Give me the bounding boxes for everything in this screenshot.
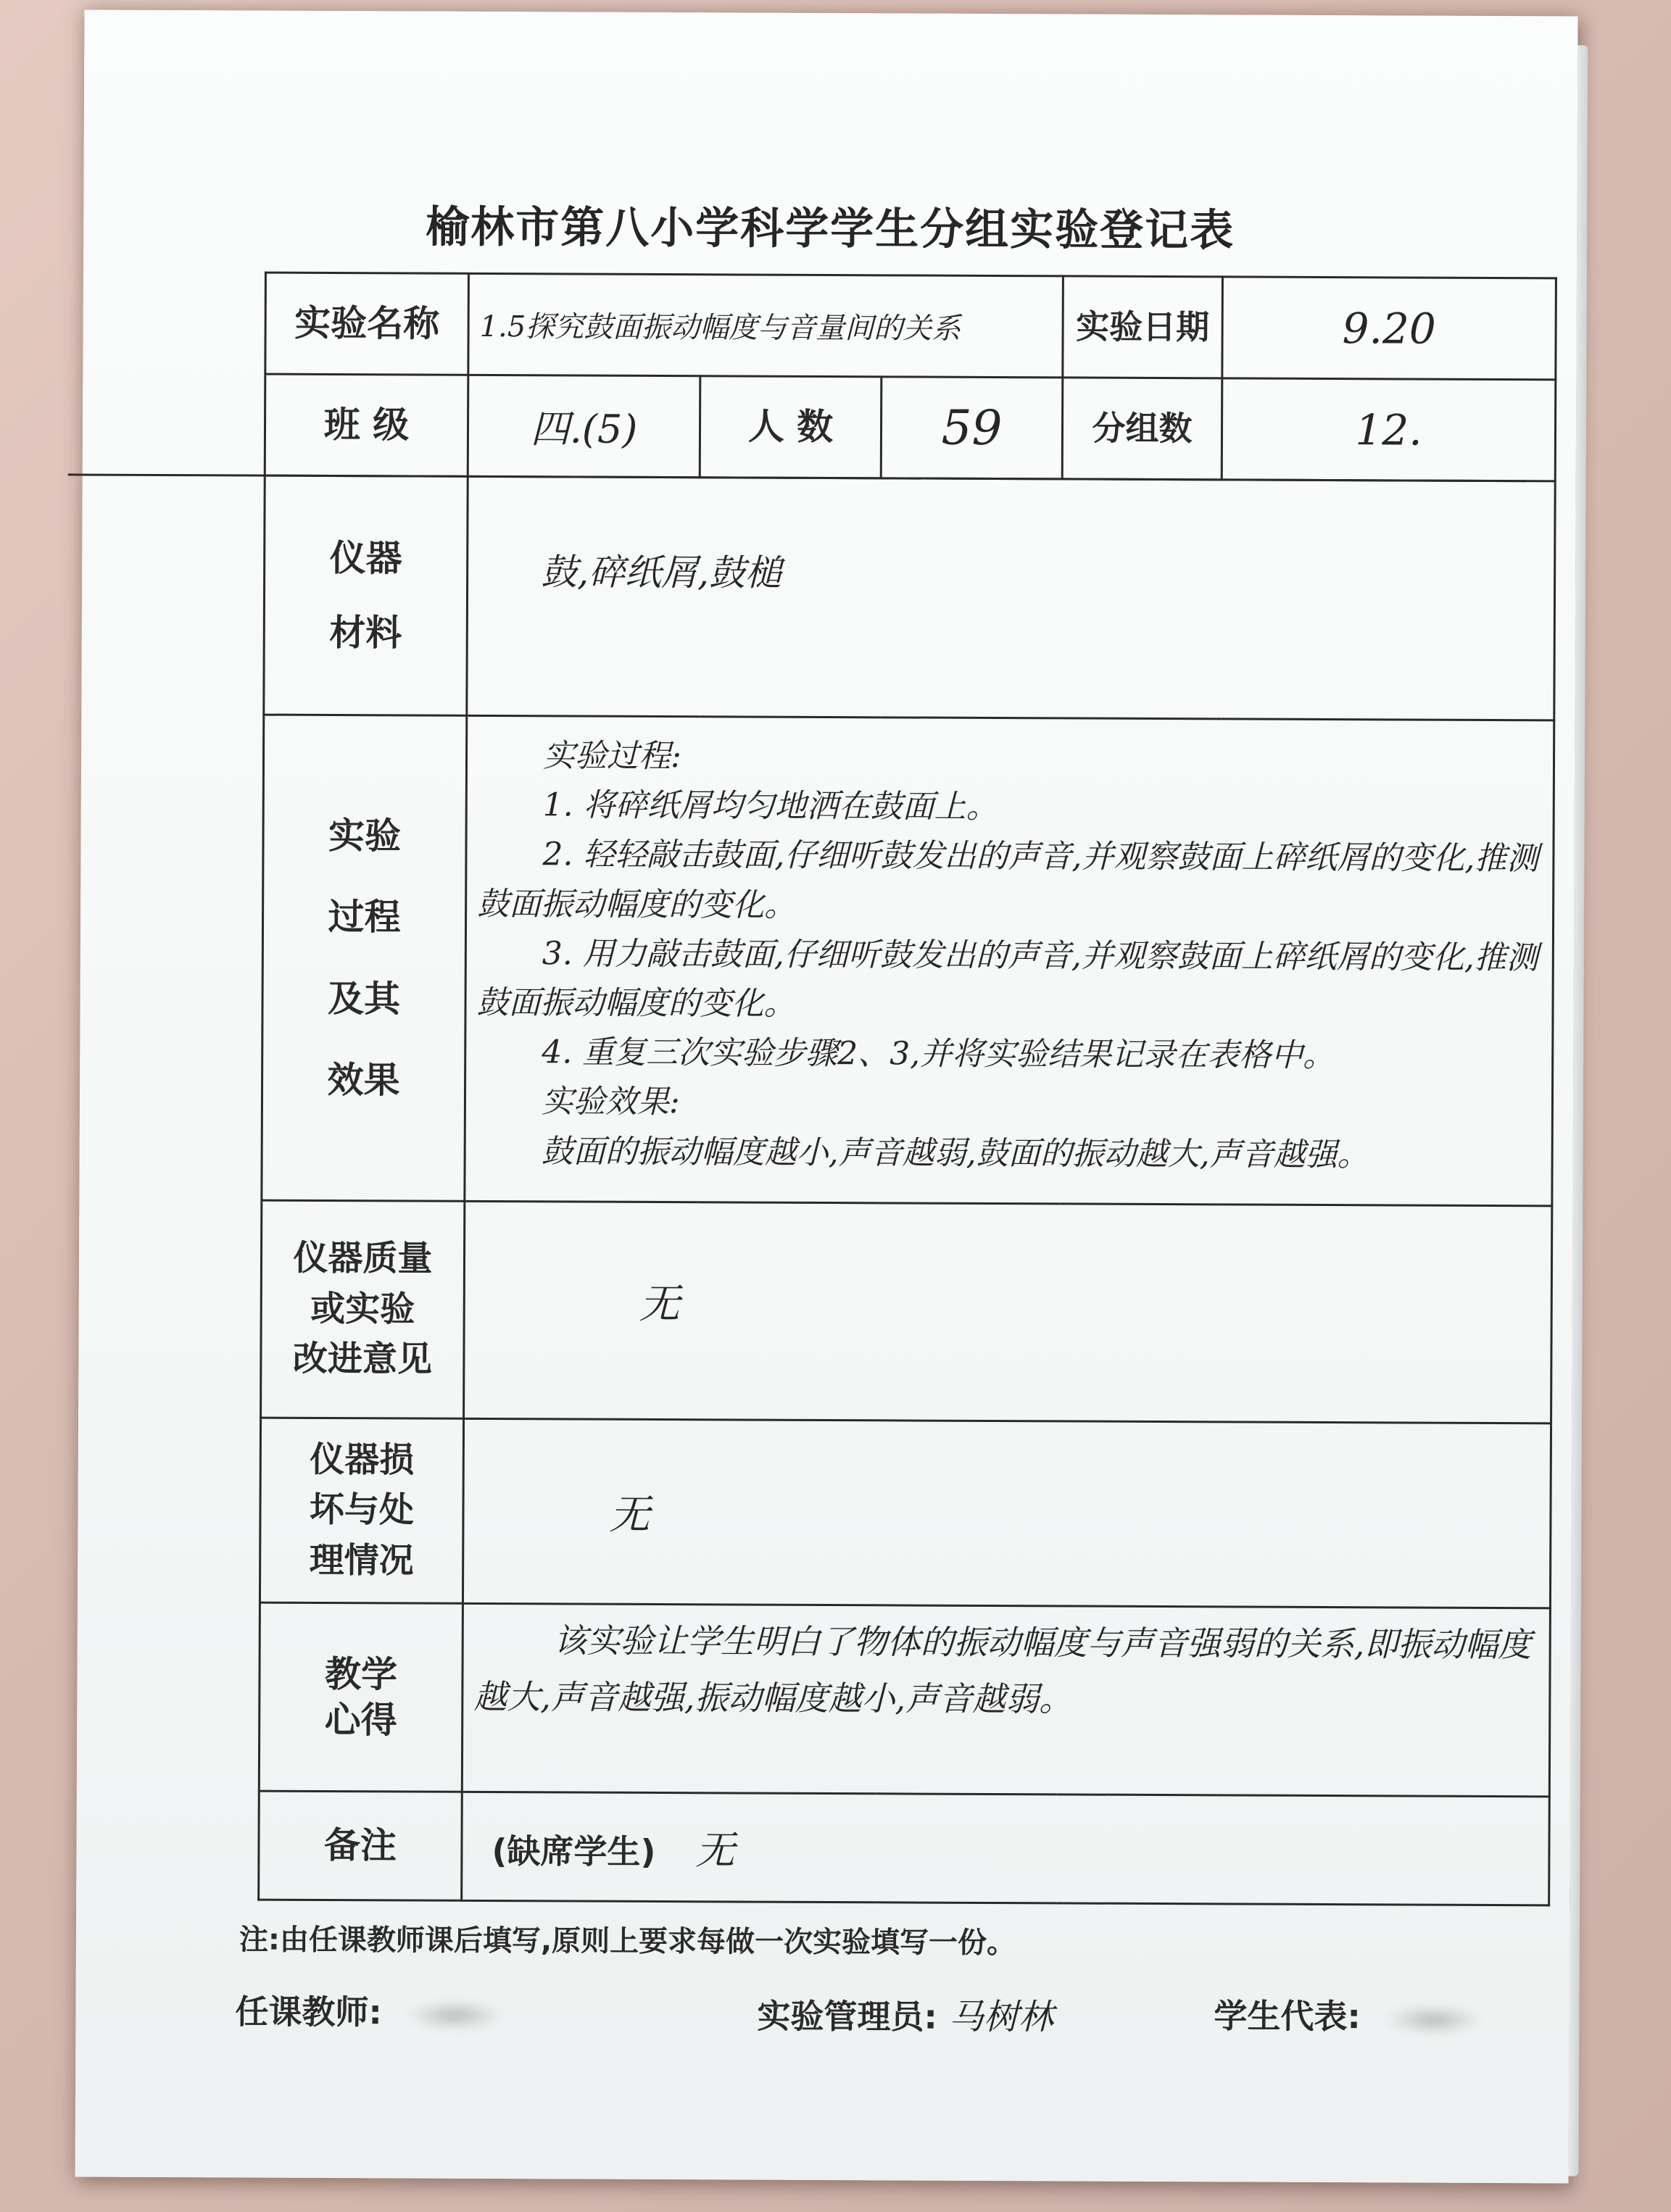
row-experiment-name <box>265 273 1556 380</box>
process-heading: 实验过程: <box>542 737 681 776</box>
process-step-4: 4. 重复三次实验步骤2、3,并将实验结果记录在表格中。 <box>542 1034 1335 1075</box>
teacher-signature-redacted <box>408 2000 502 2030</box>
teaching-label: 教学 心得 <box>259 1602 463 1792</box>
quality-value: 无 <box>464 1201 1552 1423</box>
absent-students-label: (缺席学生) <box>492 1831 656 1871</box>
row-teaching <box>259 1602 1550 1797</box>
damage-value: 无 <box>463 1418 1551 1608</box>
process-content <box>465 715 1554 1206</box>
admin-label: 实验管理员: <box>757 1996 937 2037</box>
damage-label: 仪器损 坏与处 理情况 <box>260 1418 463 1603</box>
group-count-value: 12. <box>1222 378 1556 481</box>
effect-text: 鼓面的振动幅度越小,声音越弱,鼓面的振动越大,声音越强。 <box>541 1132 1369 1173</box>
effect-heading: 实验效果: <box>541 1083 680 1121</box>
experiment-date-value: 9.20 <box>1222 277 1556 380</box>
row-quality <box>261 1200 1552 1423</box>
process-step-2: 2. 轻轻敲击鼓面,仔细听鼓发出的声音,并观察鼓面上碎纸屑的变化,推测鼓面振动幅度的变化。 <box>477 836 1539 924</box>
form-title: 榆林市第八小学科学学生分组实验登记表 <box>426 201 1235 257</box>
absent-students-value: 无 <box>695 1827 735 1874</box>
materials-value: 鼓,碎纸屑,鼓槌 <box>467 476 1555 720</box>
quality-label: 仪器质量 或实验 改进意见 <box>261 1200 465 1418</box>
materials-label: 仪器 材料 <box>264 475 468 715</box>
remarks-label: 备注 <box>259 1791 463 1900</box>
admin-signature <box>757 1988 1053 2040</box>
row-process <box>262 715 1554 1206</box>
student-rep-signature <box>1214 1989 1481 2039</box>
experiment-name-value: 1.5探究鼓面振动幅度与音量间的关系 <box>468 273 1063 378</box>
remarks-content <box>462 1792 1550 1905</box>
process-step-1: 1. 将碎纸屑均匀地洒在鼓面上。 <box>542 786 998 826</box>
student-count-value: 59 <box>881 377 1063 479</box>
teaching-content <box>462 1603 1550 1797</box>
form-note: 注:由任课教师课后填写,原则上要求每做一次实验填写一份。 <box>239 1923 1016 1961</box>
row-damage <box>260 1418 1551 1608</box>
registration-form-sheet <box>75 10 1577 2184</box>
teacher-signature <box>235 1985 502 2034</box>
teaching-value: 该实验让学生明白了物体的振动幅度与声音强弱的关系,即振动幅度越大,声音越强,振动幅度越小,声音越弱。 <box>473 1621 1532 1719</box>
registration-table <box>257 272 1557 1907</box>
admin-signature-value: 马树林 <box>948 1996 1054 2038</box>
student-count-label: 人 数 <box>700 376 882 478</box>
class-label: 班 级 <box>265 374 468 476</box>
row-class-info <box>265 374 1556 481</box>
class-value: 四.(5) <box>468 375 700 477</box>
row-materials <box>264 475 1555 720</box>
signature-row <box>235 1985 1554 2042</box>
experiment-date-label: 实验日期 <box>1063 276 1223 378</box>
row-remarks <box>259 1791 1550 1905</box>
group-count-label: 分组数 <box>1062 378 1222 480</box>
experiment-name-label: 实验名称 <box>265 273 469 375</box>
teacher-label: 任课教师: <box>235 1992 383 2032</box>
student-rep-signature-redacted <box>1387 2005 1481 2034</box>
process-label: 实验 过程 及其 效果 <box>262 715 467 1201</box>
student-rep-label: 学生代表: <box>1214 1996 1361 2037</box>
process-step-3: 3. 用力敲击鼓面,仔细听鼓发出的声音,并观察鼓面上碎纸屑的变化,推测鼓面振动幅度的变化。 <box>476 935 1538 1023</box>
